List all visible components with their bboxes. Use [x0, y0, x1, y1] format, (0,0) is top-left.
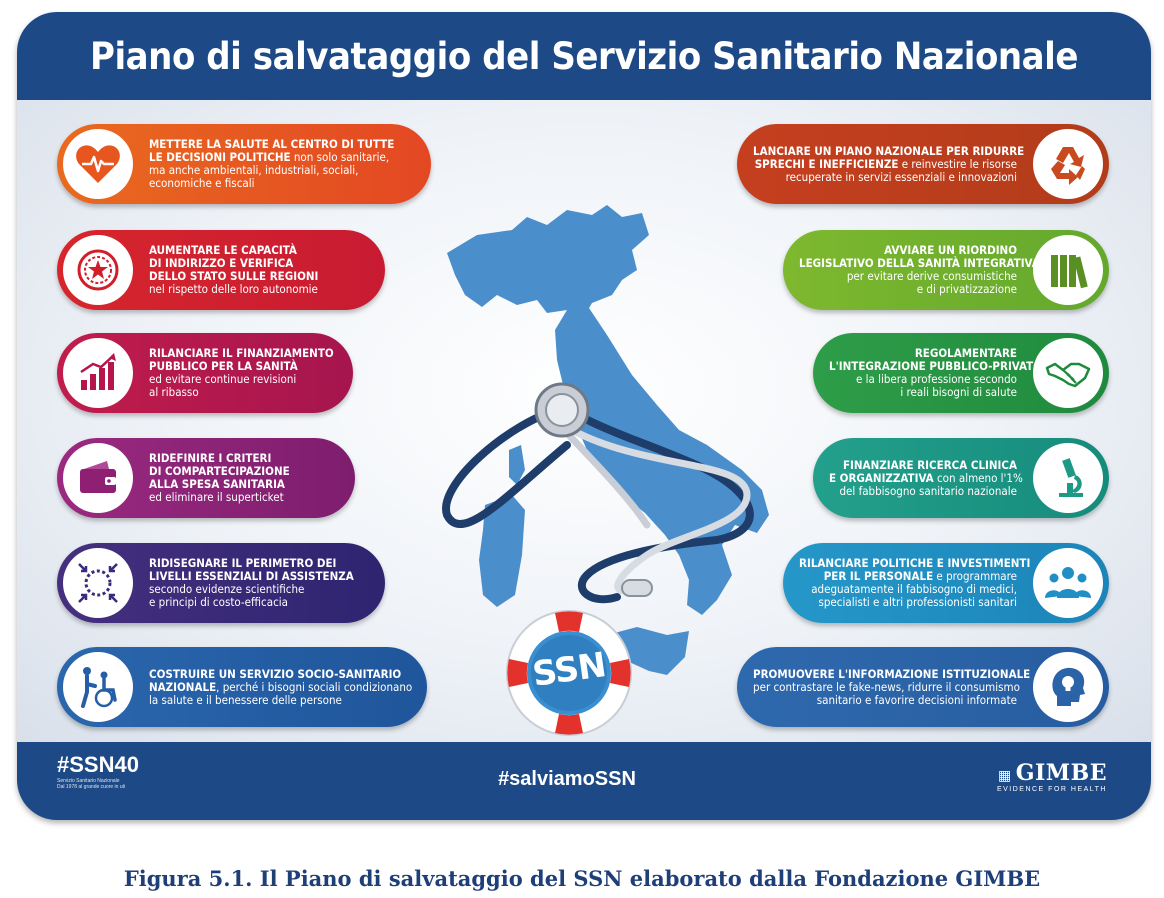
pill-left-4	[57, 438, 355, 518]
pill-left-2	[57, 230, 385, 310]
pill-left-3	[57, 333, 353, 413]
pill-right-6	[737, 647, 1109, 727]
microscope-icon	[1033, 443, 1103, 513]
wheelchair-assist-icon	[63, 652, 133, 722]
growth-chart-icon	[63, 338, 133, 408]
figure-caption: Figura 5.1. Il Piano di salvataggio del SSN elaborato dalla Fondazione GIMBE	[123, 866, 1041, 891]
pill-left-6	[57, 647, 427, 727]
pill-left-2-text: AUMENTARE LE CAPACITÀ DI INDIRIZZO E VERIFICA DELLO STATO SULLE REGIONI nel rispetto delle loro autonomie	[149, 243, 319, 296]
pill-left-1	[57, 124, 431, 204]
medical-staff-icon	[1033, 548, 1103, 618]
recycle-icon	[1033, 129, 1103, 199]
pill-right-4-text: FINANZIARE RICERCA CLINICA E ORGANIZZATIVA con almeno l'1% del fabbisogno sanitario nazionale	[829, 457, 1023, 498]
perimeter-icon	[63, 548, 133, 618]
gimbe-logo-text: GIMBE	[1015, 760, 1107, 786]
head-idea-icon	[1033, 652, 1103, 722]
hashtag: #salviamoSSN	[498, 768, 636, 790]
pill-right-3	[813, 333, 1109, 413]
pill-right-2-text: AVVIARE UN RIORDINO LEGISLATIVO DELLA SANITÀ INTEGRATIVA per evitare derive consumistiche e di privatizzazione	[799, 243, 1040, 296]
gimbe-tagline: EVIDENCE FOR HEALTH	[996, 786, 1107, 793]
ssn40-logo-text: #SSN40	[57, 752, 139, 777]
pill-left-5-text: RIDISEGNARE IL PERIMETRO DEI LIVELLI ESSENZIALI DI ASSISTENZA secondo evidenze scientifiche e principi di costo-efficacia	[149, 556, 354, 609]
books-icon	[1033, 235, 1103, 305]
pill-left-6-text: COSTRUIRE UN SERVIZIO SOCIO-SANITARIO NAZIONALE, perché i bisogni sociali condizionano la salute e il benessere delle persone	[149, 666, 413, 707]
pill-right-1-text: LANCIARE UN PIANO NAZIONALE PER RIDURRE SPRECHI E INEFFICIENZE e reinvestire le risorse recuperate in servizi essenziali e innovazioni	[753, 143, 1025, 184]
pill-left-1-text: METTERE LA SALUTE AL CENTRO DI TUTTE LE DECISIONI POLITICHE non solo sanitarie, ma anche ambientali, industriali, sociali, economiche e fiscali	[149, 137, 395, 190]
infographic-title: Piano di salvataggio del Servizio Sanitario Nazionale	[89, 34, 1079, 78]
pill-left-3-text: RILANCIARE IL FINANZIAMENTO PUBBLICO PER LA SANITÀ ed evitare continue revisioni al ribasso	[149, 346, 334, 399]
lifebuoy-label: SSN	[530, 645, 608, 695]
heart-pulse-icon	[63, 129, 133, 199]
pill-right-5-text: RILANCIARE POLITICHE E INVESTIMENTI PER IL PERSONALE e programmare adeguatamente il fabbisogno di medici, specialisti e altri professionisti sanitari	[799, 556, 1031, 609]
pill-right-2	[783, 230, 1109, 310]
ssn40-sub2: Dal 1978 al grande cuore in uti	[57, 784, 126, 790]
gimbe-mark-icon: ▦	[997, 768, 1012, 784]
pill-right-4	[813, 438, 1109, 518]
pill-right-1	[737, 124, 1109, 204]
pill-right-6-text: PROMUOVERE L'INFORMAZIONE ISTITUZIONALE per contrastare le fake-news, ridurre il consumismo sanitario e favorire decisioni informate	[753, 666, 1031, 707]
pill-right-3-text: REGOLAMENTARE L'INTEGRAZIONE PUBBLICO-PRIVATO e la libera professione secondo i reali bisogni di salute	[829, 346, 1042, 399]
ssn40-sub1: Servizio Sanitario Nazionale	[57, 778, 120, 784]
wallet-icon	[63, 443, 133, 513]
pill-left-5	[57, 543, 385, 623]
handshake-icon	[1033, 338, 1103, 408]
pill-left-4-text: RIDEFINIRE I CRITERI DI COMPARTECIPAZIONE ALLA SPESA SANITARIA ed eliminare il superticket	[149, 451, 290, 504]
italian-emblem-icon	[63, 235, 133, 305]
pill-right-5	[783, 543, 1109, 623]
